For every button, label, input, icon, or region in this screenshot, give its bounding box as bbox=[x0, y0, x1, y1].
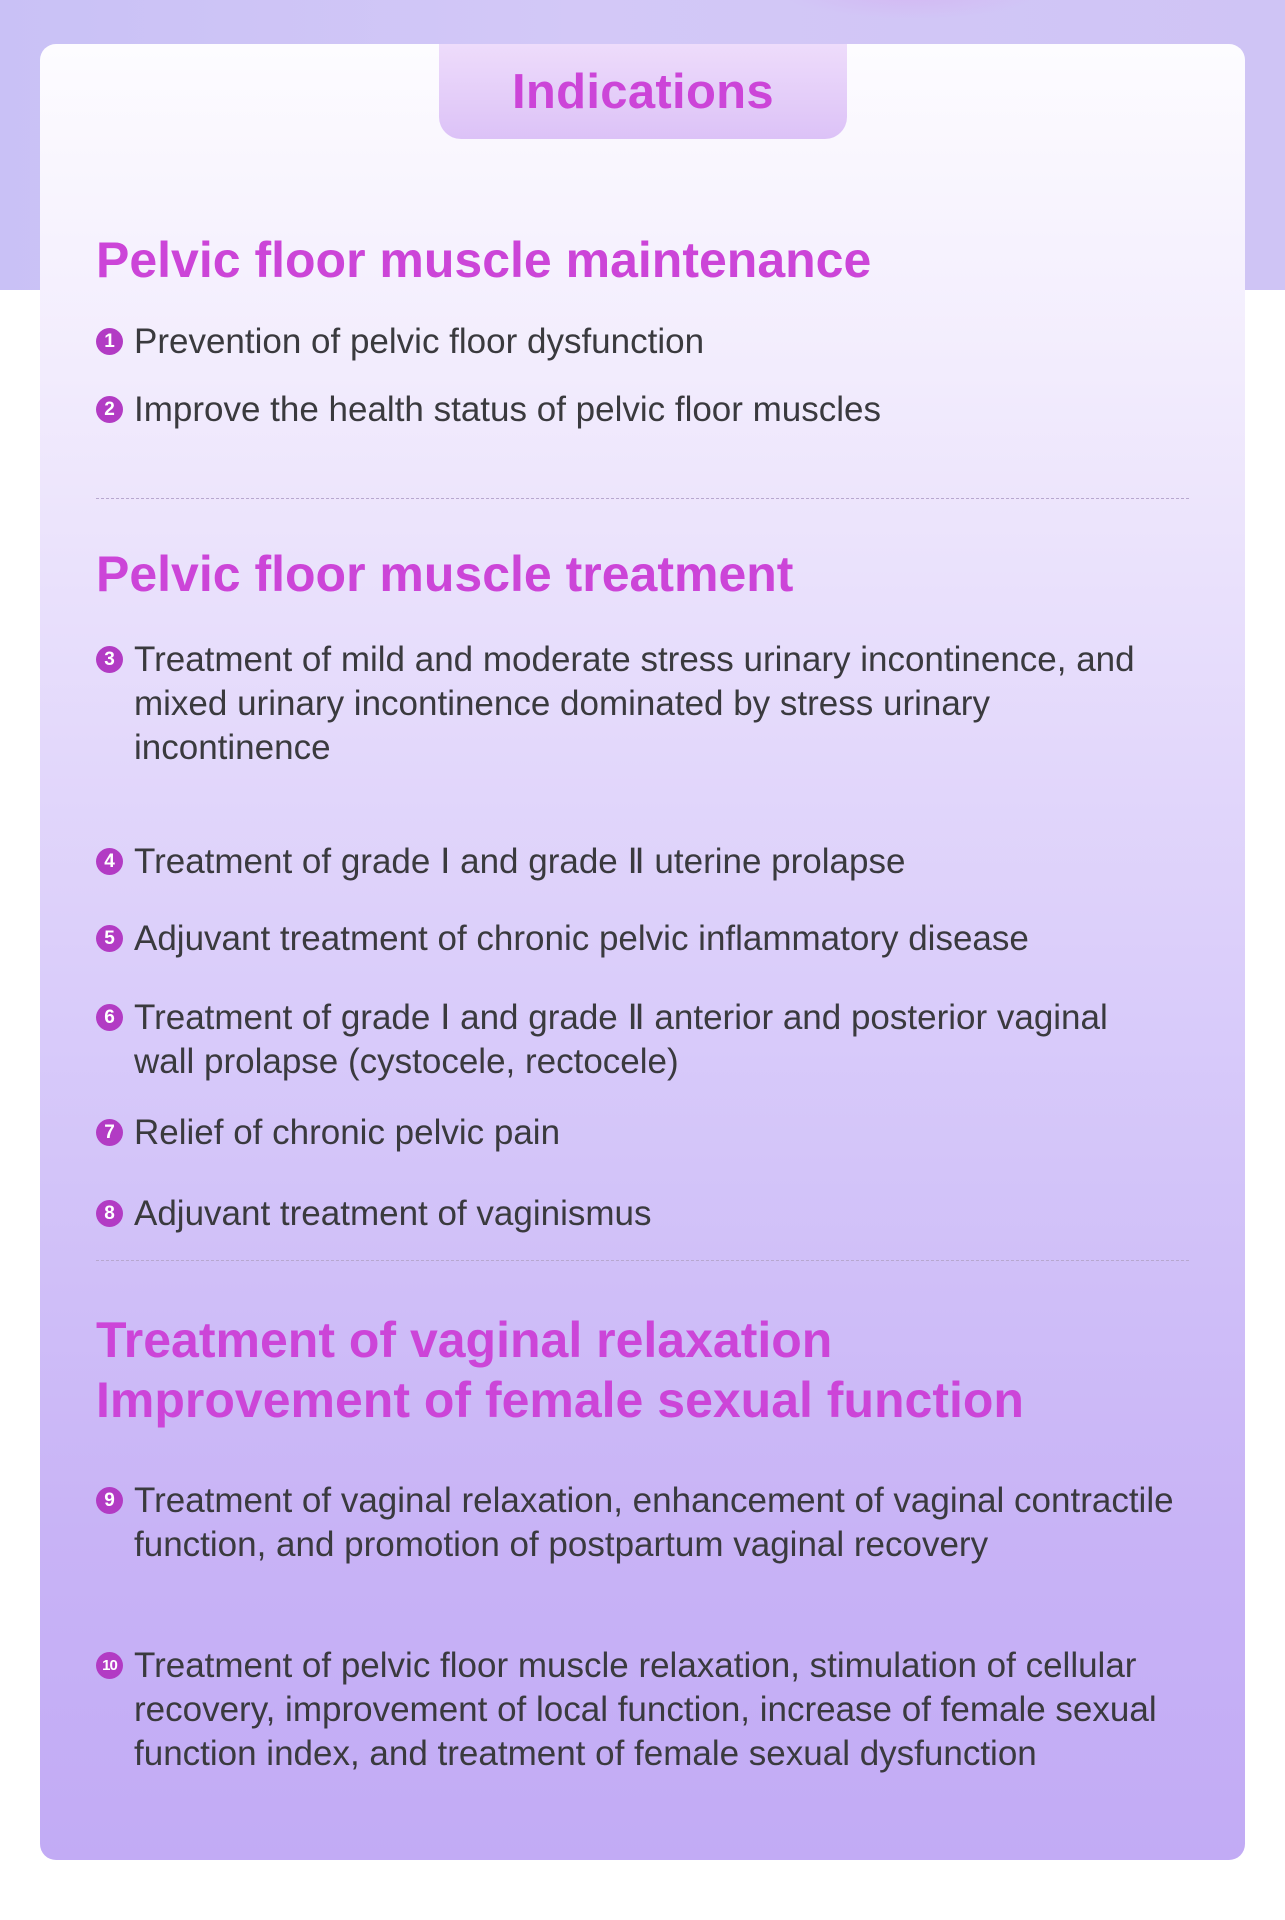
list-item bbox=[96, 388, 1176, 432]
list-item bbox=[96, 320, 1176, 364]
number-badge: 2 bbox=[96, 396, 123, 423]
number-badge: 5 bbox=[96, 925, 123, 952]
number-badge: 3 bbox=[96, 646, 123, 673]
list-item-text: Treatment of grade Ⅰ and grade Ⅱ uterine prolapse bbox=[134, 842, 906, 881]
list-item-text: Relief of chronic pelvic pain bbox=[134, 1113, 561, 1152]
section-divider bbox=[96, 1260, 1189, 1261]
list-item-text: Adjuvant treatment of chronic pelvic inflammatory disease bbox=[134, 919, 1029, 958]
number-badge: 10 bbox=[96, 1652, 123, 1679]
list-item-text: Prevention of pelvic floor dysfunction bbox=[134, 322, 705, 361]
list-item bbox=[96, 996, 1176, 1084]
list-item-text: Treatment of grade Ⅰ and grade Ⅱ anterior and posterior vaginal wall prolapse (cystocele, rectocele) bbox=[134, 998, 1108, 1081]
number-badge: 4 bbox=[96, 848, 123, 875]
number-badge: 1 bbox=[96, 328, 123, 355]
list-item-text: Treatment of mild and moderate stress urinary incontinence, and mixed urinary incontinence dominated by stress urinary incontinence bbox=[134, 640, 1135, 767]
number-badge: 8 bbox=[96, 1200, 123, 1227]
indications-card bbox=[40, 44, 1245, 1860]
list-item-text: Adjuvant treatment of vaginismus bbox=[134, 1194, 652, 1233]
list-item bbox=[96, 1479, 1176, 1567]
number-badge: 7 bbox=[96, 1119, 123, 1146]
section-title-treatment: Pelvic floor muscle treatment bbox=[96, 546, 794, 602]
list-item-text: Improve the health status of pelvic floor muscles bbox=[134, 390, 882, 429]
page-title: Indications bbox=[512, 64, 774, 119]
section-divider bbox=[96, 498, 1189, 499]
number-badge: 9 bbox=[96, 1487, 123, 1514]
list-item bbox=[96, 840, 1176, 884]
number-badge: 6 bbox=[96, 1004, 123, 1031]
list-item bbox=[96, 917, 1176, 961]
list-item bbox=[96, 1111, 1176, 1155]
list-item-text: Treatment of vaginal relaxation, enhancement of vaginal contractile function, and promotion of postpartum vaginal recovery bbox=[134, 1481, 1174, 1564]
section-title-maintenance: Pelvic floor muscle maintenance bbox=[96, 232, 872, 288]
section-title-sexual-function: Improvement of female sexual function bbox=[96, 1372, 1024, 1428]
list-item bbox=[96, 1192, 1176, 1236]
list-item bbox=[96, 638, 1176, 770]
section-title-vaginal-relaxation: Treatment of vaginal relaxation bbox=[96, 1312, 833, 1368]
header-tab bbox=[439, 44, 847, 139]
list-item bbox=[96, 1644, 1176, 1776]
list-item-text: Treatment of pelvic floor muscle relaxation, stimulation of cellular recovery, improvement of local function, increase of female sexual function index, and treatment of female sexual dysfunction bbox=[134, 1646, 1157, 1773]
